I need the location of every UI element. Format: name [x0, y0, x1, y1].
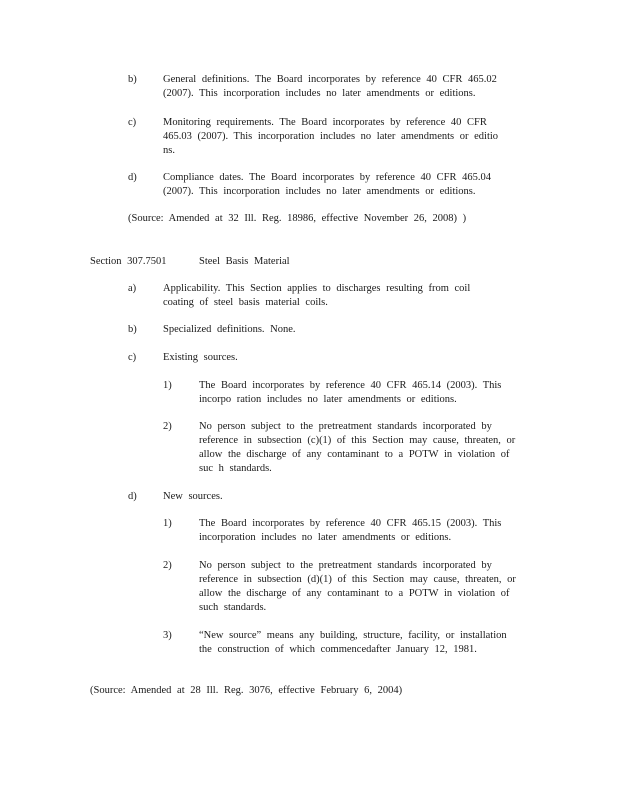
item-text: Specialized definitions. None. [163, 324, 296, 335]
item-text: New sources. [163, 491, 223, 502]
subitem-label: 3) [163, 630, 172, 641]
subitem-label: 1) [163, 380, 172, 391]
subitem-text: No person subject to the pretreatment standards incorporated by reference in subsection (d)(1) of this Section may cause, threaten, or allow the discharge of any contaminant to a POTW in violation of such standards. [199, 560, 516, 613]
item-text: Applicability. This Section applies to discharges resulting from coil coating of steel basis material coils. [163, 283, 471, 308]
item-label: b) [128, 74, 137, 85]
subitem-label: 2) [163, 560, 172, 571]
item-label: c) [128, 352, 137, 363]
item-text: Monitoring requirements. The Board incorporates by reference 40 CFR 465.03 (2007). This incorporation includes no later amendments or editio ns. [163, 117, 499, 156]
item-label: c) [128, 117, 137, 128]
item-label: a) [128, 283, 137, 294]
item-label: d) [128, 491, 137, 502]
source-note: (Source: Amended at 28 Ill. Reg. 3076, effective February 6, 2004) [90, 685, 403, 696]
section-number: Section 307.7501 [90, 256, 167, 267]
subitem-text: The Board incorporates by reference 40 CFR 465.15 (2003). This incorporation includes no later amendments or editions. [199, 518, 502, 543]
subitem-text: The Board incorporates by reference 40 CFR 465.14 (2003). This incorpo ration includes no later amendments or editions. [199, 380, 502, 405]
item-label: b) [128, 324, 137, 335]
subitem-text: No person subject to the pretreatment standards incorporated by reference in subsection (c)(1) of this Section may cause, threaten, or allow the discharge of any contaminant to a POTW in violation of suc h standards. [199, 421, 516, 474]
section-title: Steel Basis Material [199, 256, 290, 267]
item-text: Compliance dates. The Board incorporates by reference 40 CFR 465.04 (2007). This incorporation includes no later amendments or editions. [163, 172, 492, 197]
source-note: (Source: Amended at 32 Ill. Reg. 18986, effective November 26, 2008) ) [128, 213, 467, 224]
subitem-label: 1) [163, 518, 172, 529]
item-text: Existing sources. [163, 352, 238, 363]
item-label: d) [128, 172, 137, 183]
item-text: General definitions. The Board incorporates by reference 40 CFR 465.02 (2007). This incorporation includes no later amendments or editions. [163, 74, 497, 99]
subitem-label: 2) [163, 421, 172, 432]
subitem-text: “New source” means any building, structure, facility, or installation the construction of which commencedafter January 12, 1981. [199, 630, 507, 655]
